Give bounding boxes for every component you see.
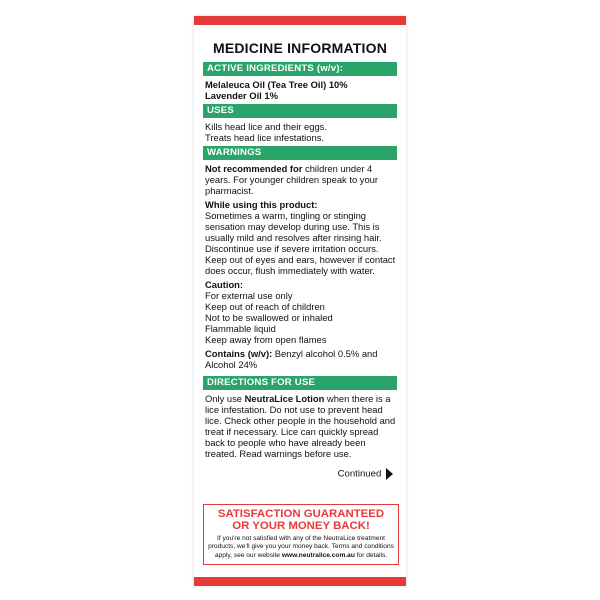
contains-text: Benzyl alcohol 0.5% and Alcohol 24%	[205, 348, 378, 370]
website-link[interactable]: www.neutralice.com.au	[281, 551, 355, 559]
guarantee-box	[203, 504, 399, 565]
guarantee-terms-end: for details.	[354, 551, 388, 559]
caution-item: Flammable liquid	[205, 323, 276, 334]
ingredient-tea-tree-oil: Melaleuca Oil (Tea Tree Oil) 10%	[205, 79, 348, 90]
uses-line-1: Kills head lice and their eggs.	[205, 121, 327, 132]
not-recommended-label: Not recommended for	[205, 163, 303, 174]
caution-label: Caution:	[205, 279, 244, 290]
package-panel	[194, 16, 406, 586]
page-title: MEDICINE INFORMATION	[212, 40, 388, 56]
caution-item: Keep out of reach of children	[205, 301, 325, 312]
guarantee-terms	[206, 535, 396, 560]
directions-heading: DIRECTIONS FOR USE	[203, 376, 397, 390]
warnings-heading: WARNINGS	[203, 146, 397, 160]
product-name: NeutraLice Lotion	[244, 393, 325, 404]
triangle-right-icon	[386, 468, 393, 480]
caution-item: Keep away from open flames	[205, 334, 327, 345]
while-using-text: Sometimes a warm, tingling or stinging sensation may develop during use. This is usually mild and resolves after rinsing hair. Discontinue use if severe irritation occurs. Keep out of eyes and ears, however if contact does occur, flush immediately with water.	[205, 210, 396, 276]
continued-indicator	[203, 468, 397, 480]
while-using-label: While using this product:	[205, 199, 318, 210]
contains-label: Contains (w/v):	[205, 348, 273, 359]
top-red-band	[194, 16, 406, 25]
caution-item: For external use only	[205, 290, 293, 301]
directions-text-start: Only use	[205, 393, 245, 404]
warnings-text	[203, 160, 397, 376]
uses-text	[203, 118, 397, 146]
uses-line-2: Treats head lice infestations.	[205, 132, 324, 143]
caution-paragraph	[205, 279, 397, 345]
contains-paragraph	[205, 348, 397, 370]
guarantee-heading-line-2: OR YOUR MONEY BACK!	[232, 520, 370, 532]
medicine-information	[203, 38, 397, 480]
while-using-paragraph	[205, 199, 397, 276]
not-recommended-text: children under 4 years. For younger children speak to your pharmacist.	[205, 163, 379, 196]
guarantee-heading-line-1: SATISFACTION GUARANTEED	[217, 508, 385, 520]
continued-label: Continued	[337, 468, 382, 480]
active-ingredients-list	[203, 76, 397, 104]
not-recommended-paragraph	[205, 163, 397, 196]
active-ingredients-heading: ACTIVE INGREDIENTS (w/v):	[203, 62, 397, 76]
caution-item: Not to be swallowed or inhaled	[205, 312, 333, 323]
uses-heading: USES	[203, 104, 397, 118]
ingredient-lavender-oil: Lavender Oil 1%	[205, 90, 278, 101]
bottom-red-band	[194, 577, 406, 586]
directions-text-rest: when there is a lice infestation. Do not use to prevent head lice. Check other people in the household and treat if necessary. Lice can quickly spread back to people who have already been treated. Read warnings before use.	[205, 393, 396, 459]
guarantee-terms-start: If you're not satisfied with any of the NeutraLice treatment products, we'll give you your money back. Terms and conditions apply, see our website	[208, 535, 394, 559]
directions-text	[203, 390, 397, 465]
directions-paragraph	[205, 393, 397, 459]
